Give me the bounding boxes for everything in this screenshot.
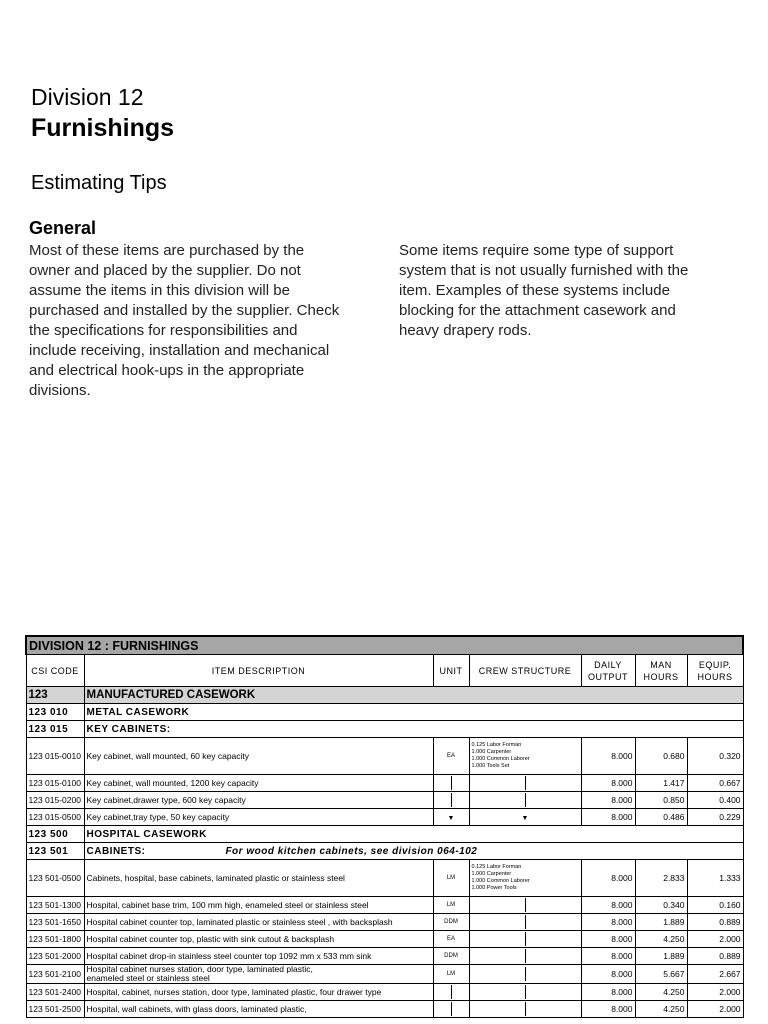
item-equip: 2.000 bbox=[687, 1001, 743, 1018]
subsection-desc: HOSPITAL CASEWORK bbox=[84, 826, 743, 843]
subsection-row bbox=[26, 826, 743, 843]
paragraph-left: Most of these items are purchased by the owner and placed by the supplier. Do not assume the items in this division will be purchased and installed by the supplier. Check the specifications for responsibilities and include receiving, installation and mechanical and electrical hook-ups in the appropriate divisions. bbox=[29, 242, 340, 399]
item-desc: Hospital cabinet counter top, plastic with sink cutout & backsplash bbox=[84, 931, 433, 948]
subsection-code: 123 501 bbox=[26, 843, 84, 860]
item-daily: 8.000 bbox=[581, 948, 635, 965]
item-desc: Key cabinet,drawer type, 600 key capacity bbox=[84, 792, 433, 809]
item-daily: 8.000 bbox=[581, 809, 635, 826]
ditto-arrow: ▼ bbox=[433, 809, 469, 826]
subsection-code: 123 500 bbox=[26, 826, 84, 843]
crew-line: 1.000 Common Laborer bbox=[471, 756, 530, 762]
item-code: 123 501-1800 bbox=[26, 931, 84, 948]
ditto-arrow bbox=[469, 1001, 581, 1018]
section-desc: MANUFACTURED CASEWORK bbox=[84, 687, 743, 704]
section-code: 123 bbox=[26, 687, 84, 704]
item-unit: LM bbox=[433, 860, 469, 897]
item-desc-line: enameled steel or stainless steel bbox=[86, 973, 210, 983]
cost-table bbox=[25, 635, 744, 1018]
subsection-label: CABINETS: bbox=[86, 845, 146, 857]
item-man: 0.680 bbox=[635, 738, 687, 775]
item-code: 123 015-0500 bbox=[26, 809, 84, 826]
item-desc: Hospital, cabinet base trim, 100 mm high, enameled steel or stainless steel bbox=[84, 897, 433, 914]
subsection-desc: METAL CASEWORK bbox=[84, 704, 743, 721]
item-desc-line: Hospital cabinet nurses station, door type, laminated plastic, bbox=[86, 964, 313, 974]
item-daily: 8.000 bbox=[581, 931, 635, 948]
item-man: 5.667 bbox=[635, 965, 687, 984]
item-daily: 8.000 bbox=[581, 965, 635, 984]
item-equip: 2.000 bbox=[687, 984, 743, 1001]
ditto-arrow bbox=[433, 1001, 469, 1018]
item-unit: LM bbox=[433, 965, 469, 984]
item-unit: DDM bbox=[433, 914, 469, 931]
item-code: 123 501-0500 bbox=[26, 860, 84, 897]
subsection-note: For wood kitchen cabinets, see division 064-102 bbox=[225, 845, 478, 857]
item-man: 4.250 bbox=[635, 984, 687, 1001]
item-code: 123 501-2500 bbox=[26, 1001, 84, 1018]
item-daily: 8.000 bbox=[581, 897, 635, 914]
item-daily: 8.000 bbox=[581, 738, 635, 775]
item-code: 123 015-0010 bbox=[26, 738, 84, 775]
section-row bbox=[26, 687, 743, 704]
item-daily: 8.000 bbox=[581, 914, 635, 931]
ditto-arrow bbox=[469, 914, 581, 931]
crew-line: 0.125 Labor Forman bbox=[471, 864, 522, 870]
item-daily: 8.000 bbox=[581, 860, 635, 897]
header-man: MAN HOURS bbox=[635, 655, 687, 687]
table-row bbox=[26, 931, 743, 948]
ditto-arrow bbox=[433, 775, 469, 792]
item-equip: 2.000 bbox=[687, 931, 743, 948]
item-equip: 1.333 bbox=[687, 860, 743, 897]
item-code: 123 015-0100 bbox=[26, 775, 84, 792]
subsection-row bbox=[26, 721, 743, 738]
table-row bbox=[26, 792, 743, 809]
item-desc: Key cabinet,tray type, 50 key capacity bbox=[84, 809, 433, 826]
crew-structure bbox=[469, 860, 581, 897]
crew-line: 1.000 Carpenter bbox=[471, 749, 512, 755]
item-equip: 0.160 bbox=[687, 897, 743, 914]
item-desc: Key cabinet, wall mounted, 60 key capacity bbox=[84, 738, 433, 775]
page-title: Furnishings bbox=[31, 114, 175, 142]
item-equip: 0.229 bbox=[687, 809, 743, 826]
item-equip: 0.889 bbox=[687, 948, 743, 965]
division-heading: Division 12 bbox=[31, 84, 144, 110]
subsection-row bbox=[26, 704, 743, 721]
ditto-arrow bbox=[433, 792, 469, 809]
ditto-arrow bbox=[469, 965, 581, 984]
table-row bbox=[26, 965, 743, 984]
item-equip: 0.320 bbox=[687, 738, 743, 775]
header-unit: UNIT bbox=[433, 655, 469, 687]
item-man: 0.486 bbox=[635, 809, 687, 826]
crew-line: 1.000 Carpenter bbox=[471, 871, 512, 877]
paragraph-right: Some items require some type of support system that is not usually furnished with the item. Examples of these systems include blocking for the attachment casework and heavy drapery rods. bbox=[399, 242, 689, 339]
item-man: 0.340 bbox=[635, 897, 687, 914]
subsection-heading: General bbox=[29, 218, 97, 238]
item-code: 123 501-2400 bbox=[26, 984, 84, 1001]
header-equip: EQUIP. HOURS bbox=[687, 655, 743, 687]
item-equip: 2.667 bbox=[687, 965, 743, 984]
item-desc: Key cabinet, wall mounted, 1200 key capacity bbox=[84, 775, 433, 792]
item-man: 1.417 bbox=[635, 775, 687, 792]
item-daily: 8.000 bbox=[581, 775, 635, 792]
table-header-row bbox=[26, 655, 743, 687]
header-desc: ITEM DESCRIPTION bbox=[84, 655, 433, 687]
ditto-arrow bbox=[469, 897, 581, 914]
item-code: 123 501-1650 bbox=[26, 914, 84, 931]
crew-line: 1.000 Common Laborer bbox=[471, 878, 530, 884]
table-row bbox=[26, 738, 743, 775]
item-desc: Cabinets, hospital, base cabinets, laminated plastic or stainless steel bbox=[84, 860, 433, 897]
subsection-desc bbox=[84, 843, 743, 860]
item-equip: 0.889 bbox=[687, 914, 743, 931]
table-row bbox=[26, 775, 743, 792]
table-title: DIVISION 12 : FURNISHINGS bbox=[26, 636, 743, 655]
item-man: 1.889 bbox=[635, 914, 687, 931]
ditto-arrow bbox=[469, 775, 581, 792]
item-desc-line: Hospital, wall cabinets, with glass doors, laminated plastic, bbox=[86, 1003, 307, 1014]
item-unit: DDM bbox=[433, 948, 469, 965]
ditto-arrow: ▼ bbox=[469, 809, 581, 826]
header-code: CSI CODE bbox=[26, 655, 84, 687]
item-code: 123 501-2100 bbox=[26, 965, 84, 984]
header-daily: DAILY OUTPUT bbox=[581, 655, 635, 687]
item-daily: 8.000 bbox=[581, 1001, 635, 1018]
table-row bbox=[26, 984, 743, 1001]
item-man: 2.833 bbox=[635, 860, 687, 897]
item-desc: Hospital cabinet counter top, laminated plastic or stainless steel , with backsplash bbox=[84, 914, 433, 931]
item-code: 123 015-0200 bbox=[26, 792, 84, 809]
ditto-arrow bbox=[433, 984, 469, 1001]
crew-line: 1.000 Power Tools bbox=[471, 885, 517, 891]
table-row bbox=[26, 860, 743, 897]
section-heading: Estimating Tips bbox=[31, 172, 167, 194]
item-daily: 8.000 bbox=[581, 792, 635, 809]
item-unit: EA bbox=[433, 738, 469, 775]
subsection-code: 123 015 bbox=[26, 721, 84, 738]
item-equip: 0.667 bbox=[687, 775, 743, 792]
table-row bbox=[26, 948, 743, 965]
item-code: 123 501-1300 bbox=[26, 897, 84, 914]
table-row bbox=[26, 914, 743, 931]
item-unit: EA bbox=[433, 931, 469, 948]
subsection-code: 123 010 bbox=[26, 704, 84, 721]
table-row bbox=[26, 1001, 743, 1018]
item-desc: Hospital cabinet drop-in stainless steel counter top 1092 mm x 533 mm sink bbox=[84, 948, 433, 965]
item-man: 4.250 bbox=[635, 1001, 687, 1018]
item-unit: LM bbox=[433, 897, 469, 914]
ditto-arrow bbox=[469, 948, 581, 965]
ditto-arrow bbox=[469, 931, 581, 948]
table-row bbox=[26, 809, 743, 826]
subsection-row bbox=[26, 843, 743, 860]
item-man: 0.850 bbox=[635, 792, 687, 809]
item-desc bbox=[84, 965, 433, 984]
item-code: 123 501-2000 bbox=[26, 948, 84, 965]
item-equip: 0.400 bbox=[687, 792, 743, 809]
ditto-arrow bbox=[469, 792, 581, 809]
crew-line: 1.000 Tools Set bbox=[471, 763, 510, 769]
item-desc bbox=[84, 1001, 433, 1018]
header-crew: CREW STRUCTURE bbox=[469, 655, 581, 687]
subsection-desc: KEY CABINETS: bbox=[84, 721, 743, 738]
item-man: 4.250 bbox=[635, 931, 687, 948]
item-daily: 8.000 bbox=[581, 984, 635, 1001]
item-man: 1.889 bbox=[635, 948, 687, 965]
item-desc: Hospital, cabinet, nurses station, door type, laminated plastic, four drawer type bbox=[84, 984, 433, 1001]
table-title-row bbox=[26, 636, 743, 655]
crew-line: 0.125 Labor Forman bbox=[471, 742, 522, 748]
ditto-arrow bbox=[469, 984, 581, 1001]
table-row bbox=[26, 897, 743, 914]
crew-structure bbox=[469, 738, 581, 775]
